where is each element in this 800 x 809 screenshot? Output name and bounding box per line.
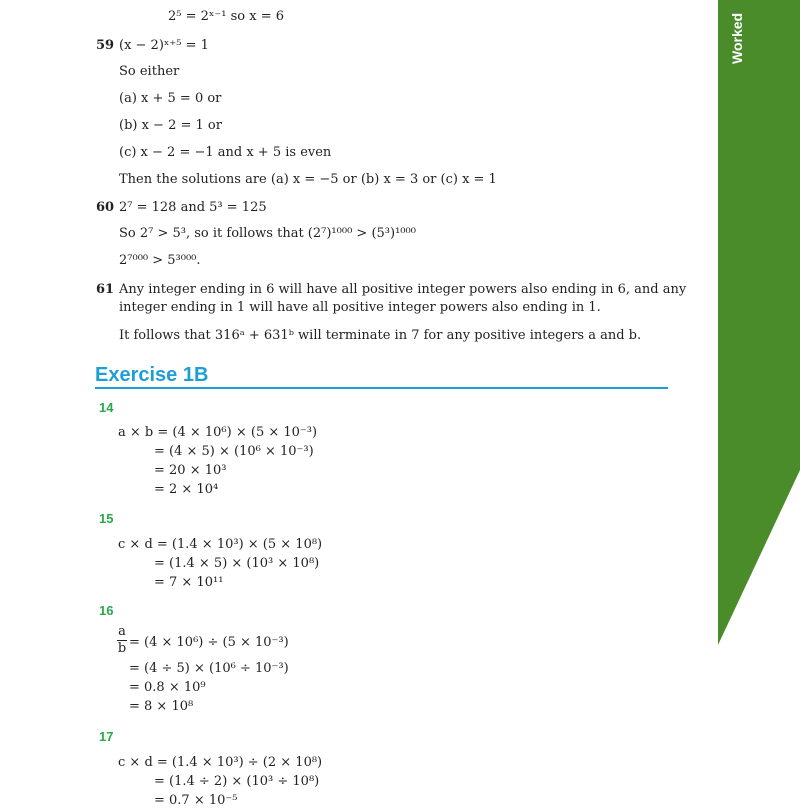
q61-line: It follows that 316ᵃ + 631ᵇ will terminate in 7 for any positive integers a and b. — [119, 328, 642, 343]
q59-line: (c) x − 2 = −1 and x + 5 is even — [119, 145, 332, 160]
q61-line: Any integer ending in 6 will have all positive integer powers also ending in 6, and any — [119, 282, 687, 297]
q14-line: a × b = (4 × 10⁶) × (5 × 10⁻³) — [118, 425, 318, 440]
side-tab — [718, 0, 800, 645]
q16-line: = 8 × 10⁸ — [129, 699, 194, 714]
question-number: 59 — [96, 38, 115, 53]
q59-line: Then the solutions are (a) x = −5 or (b) x = 3 or (c) x = 1 — [119, 172, 497, 187]
q17-line: = 0.7 × 10⁻⁵ — [154, 793, 238, 808]
question-number: 60 — [96, 200, 115, 215]
fraction-denominator: b — [117, 641, 127, 656]
q16-line: = 0.8 × 10⁹ — [129, 680, 206, 695]
q17-line: = (1.4 ÷ 2) × (10³ ÷ 10⁸) — [154, 774, 320, 789]
q15-line: = 7 × 10¹¹ — [154, 575, 224, 590]
fraction-numerator: a — [118, 624, 126, 639]
exercise-number: 14 — [99, 400, 114, 415]
q59-line: (b) x − 2 = 1 or — [119, 118, 222, 133]
q59-line: (x − 2)ˣ⁺⁵ = 1 — [119, 38, 209, 53]
exercise-number: 16 — [99, 603, 114, 618]
q61-line: integer ending in 1 will have all positive integer powers also ending in 1. — [119, 300, 601, 315]
q59-line: (a) x + 5 = 0 or — [119, 91, 222, 106]
section-heading: Exercise 1B — [95, 364, 209, 386]
q17-line: c × d = (1.4 × 10³) ÷ (2 × 10⁸) — [118, 755, 323, 770]
exercise-number: 17 — [99, 729, 114, 744]
q60-line: 2⁷⁰⁰⁰ > 5³⁰⁰⁰. — [119, 253, 201, 268]
q16-line: = (4 ÷ 5) × (10⁶ ÷ 10⁻³) — [129, 661, 289, 676]
q14-line: = 20 × 10³ — [154, 463, 227, 478]
question-number: 61 — [96, 282, 115, 297]
q14-line: = 2 × 10⁴ — [154, 482, 219, 497]
heading-rule — [95, 387, 668, 389]
exercise-number: 15 — [99, 511, 114, 526]
q60-line: 2⁷ = 128 and 5³ = 125 — [119, 200, 267, 215]
q16-line: = (4 × 10⁶) ÷ (5 × 10⁻³) — [129, 635, 289, 650]
side-tab-label: Worked — [729, 12, 745, 64]
q58-tail: 2⁵ = 2ˣ⁻¹ so x = 6 — [168, 9, 285, 24]
q14-line: = (4 × 5) × (10⁶ × 10⁻³) — [154, 444, 314, 459]
q59-line: So either — [119, 64, 180, 79]
q15-line: c × d = (1.4 × 10³) × (5 × 10⁸) — [118, 537, 323, 552]
q60-line: So 2⁷ > 5³, so it follows that (2⁷)¹⁰⁰⁰ > (5³)¹⁰⁰⁰ — [119, 226, 416, 241]
q15-line: = (1.4 × 5) × (10³ × 10⁸) — [154, 556, 320, 571]
